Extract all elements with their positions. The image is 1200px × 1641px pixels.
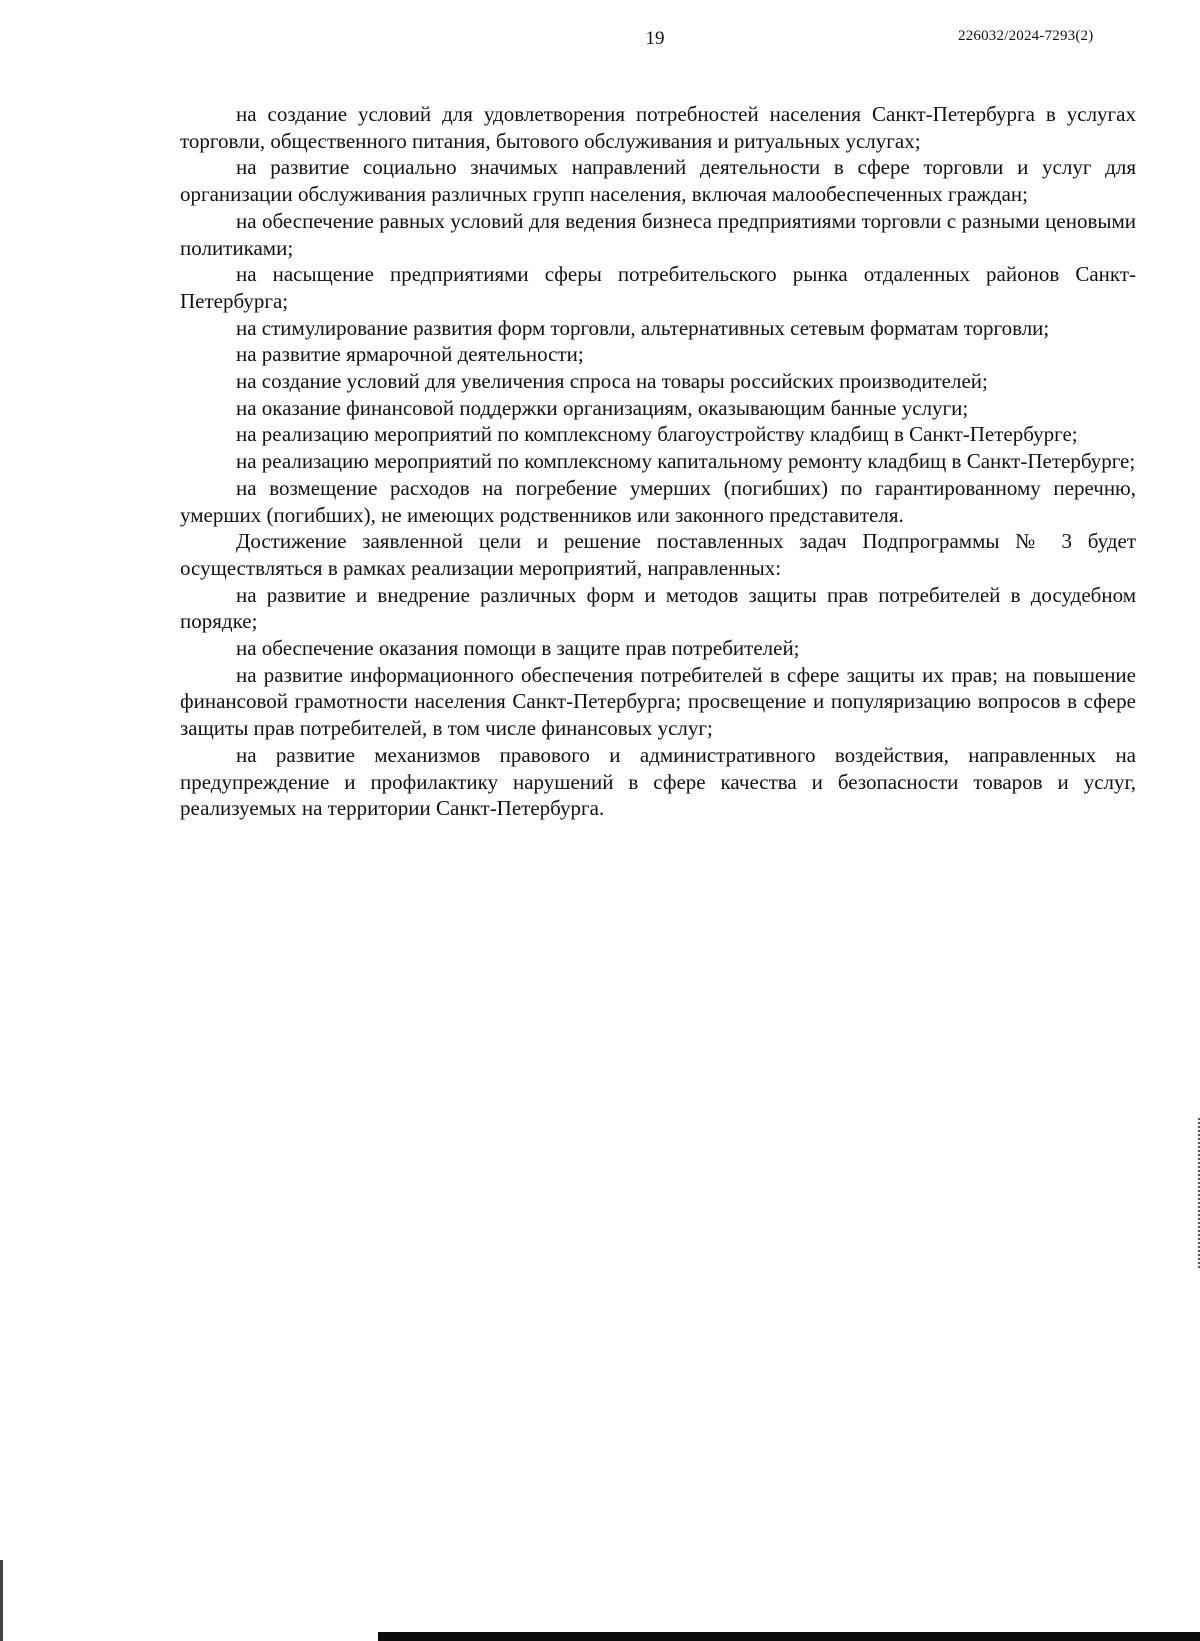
- paragraph: на оказание финансовой поддержки организациям, оказывающим банные услуги;: [236, 395, 969, 420]
- paragraph: на реализацию мероприятий по комплексному благоустройству кладбищ в Санкт-Петербурге;: [236, 422, 1078, 447]
- paragraph: на развитие информационного обеспечения потребителей в сфере защиты их прав; на повышение финансовой грамотности населения Санкт-Петербурга; просвещение и популяризацию вопросов в сфере защиты прав потребителей, в том числе финансовых услуг;: [180, 662, 1136, 741]
- document-code: 226032/2024-7293(2): [958, 28, 1094, 44]
- paragraph: на реализацию мероприятий по комплексному капитальному ремонту кладбищ в Санкт-Петербурге;: [236, 449, 1136, 474]
- paragraph: Достижение заявленной цели и решение поставленных задач Подпрограммы № 3 будет осуществляться в рамках реализации мероприятий, направленных:: [180, 529, 1136, 580]
- paragraph: на обеспечение равных условий для ведения бизнеса предприятиями торговли с разными ценовыми политиками;: [180, 208, 1136, 260]
- paragraph: на создание условий для увеличения спроса на товары российских производителей;: [236, 369, 988, 394]
- paragraph: на стимулирование развития форм торговли, альтернативных сетевым форматам торговли;: [236, 315, 1050, 340]
- paragraph: на развитие ярмарочной деятельности;: [236, 342, 584, 367]
- scan-edge-left: [0, 1560, 3, 1641]
- paragraph: на обеспечение оказания помощи в защите прав потребителей;: [236, 636, 800, 661]
- paragraph: на насыщение предприятиями сферы потребительского рынка отдаленных районов Санкт-Петербурга;: [180, 262, 1136, 313]
- paragraph: на развитие социально значимых направлений деятельности в сфере торговли и услуг для организации обслуживания различных групп населения, включая малообеспеченных граждан;: [180, 155, 1136, 207]
- paragraph: на возмещение расходов на погребение умерших (погибших) по гарантированному перечню, умерших (погибших), не имеющих родственников или законного представителя.: [180, 475, 1136, 527]
- paragraph: на развитие механизмов правового и административного воздействия, направленных на предупреждение и профилактику нарушений в сфере качества и безопасности товаров и услуг, реализуемых на территории Санкт-Петербурга.: [180, 742, 1136, 821]
- page-number: 19: [645, 28, 665, 49]
- paragraph: на развитие и внедрение различных форм и методов защиты прав потребителей в досудебном порядке;: [180, 582, 1136, 634]
- paragraph: на создание условий для удовлетворения потребностей населения Санкт-Петербурга в услугах торговли, общественного питания, бытового обслуживания и ритуальных услугах;: [180, 102, 1136, 153]
- document-body: [180, 101, 1136, 822]
- scan-edge-bottom: [378, 1632, 1200, 1641]
